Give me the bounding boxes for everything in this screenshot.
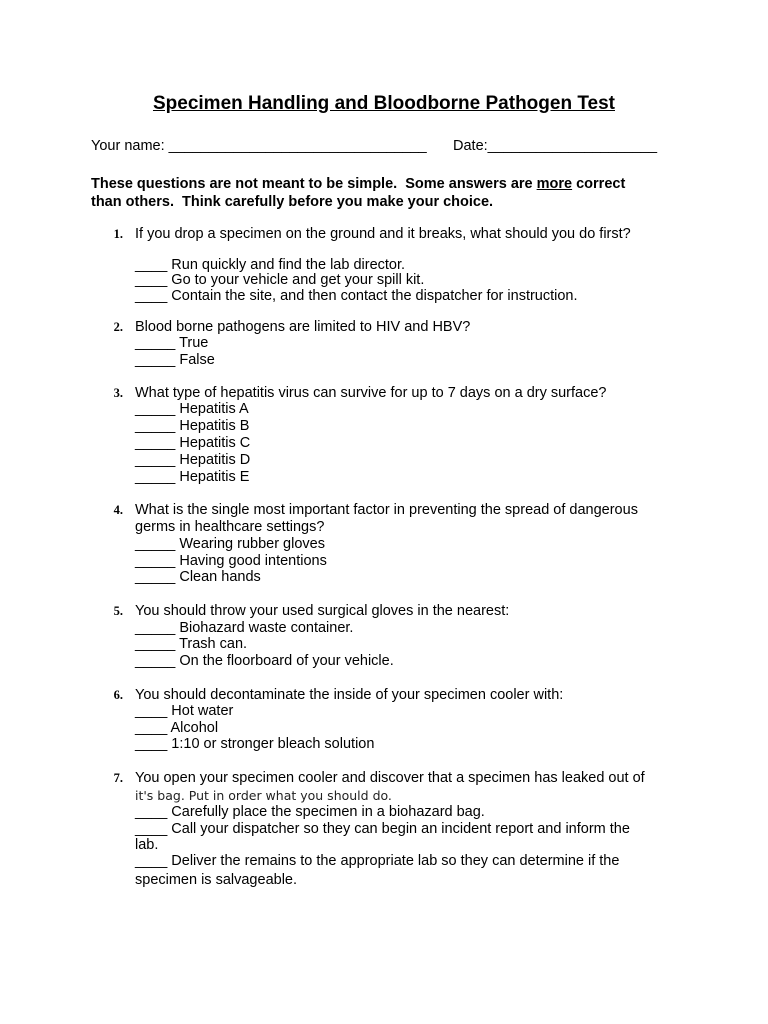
question-text: What type of hepatitis virus can survive for up to 7 days on a dry surface? bbox=[135, 385, 607, 401]
question-text: What is the single most important factor in preventing the spread of dangerous bbox=[135, 502, 638, 518]
answer-option: ____ 1:10 or stronger bleach solution bbox=[135, 736, 375, 752]
answer-option: ____ Hot water bbox=[135, 703, 234, 719]
answer-option: _____ Wearing rubber gloves bbox=[135, 536, 325, 552]
name-field-label: Your name: ________________________________ bbox=[91, 138, 427, 154]
question-number: 2. bbox=[113, 320, 123, 334]
page-title: Specimen Handling and Bloodborne Pathogen Test bbox=[152, 93, 615, 114]
question-text: You should decontaminate the inside of your specimen cooler with: bbox=[135, 687, 564, 703]
question-number: 3. bbox=[113, 386, 123, 400]
question-number: 4. bbox=[113, 503, 123, 517]
answer-option: _____ Hepatitis D bbox=[135, 452, 251, 468]
question-text: Blood borne pathogens are limited to HIV and HBV? bbox=[135, 319, 471, 335]
answer-option: _____ Hepatitis A bbox=[135, 401, 249, 417]
answer-option: _____ Hepatitis B bbox=[135, 418, 250, 434]
answer-option: ____ Deliver the remains to the appropriate lab so they can determine if the bbox=[135, 853, 620, 869]
answer-option: _____ False bbox=[135, 352, 215, 368]
answer-option: _____ Hepatitis E bbox=[135, 469, 250, 485]
question-text: If you drop a specimen on the ground and it breaks, what should you do first? bbox=[135, 226, 631, 242]
answer-option: _____ On the floorboard of your vehicle. bbox=[135, 653, 394, 669]
answer-option: _____ Trash can. bbox=[135, 636, 248, 652]
question-text: You open your specimen cooler and discover that a specimen has leaked out of bbox=[135, 770, 645, 786]
answer-option: ____ Contain the site, and then contact the dispatcher for instruction. bbox=[135, 288, 578, 304]
question-text-continued: it's bag. Put in order what you should do. bbox=[135, 788, 392, 803]
question-text-continued: germs in healthcare settings? bbox=[135, 519, 325, 535]
answer-option: _____ Clean hands bbox=[135, 569, 261, 585]
date-field-label: Date:_____________________ bbox=[453, 138, 658, 154]
answer-option: ____ Carefully place the specimen in a biohazard bag. bbox=[135, 804, 485, 820]
answer-option: _____ True bbox=[135, 335, 209, 351]
answer-option-continued: specimen is salvageable. bbox=[135, 872, 298, 888]
answer-option: _____ Having good intentions bbox=[135, 553, 327, 569]
answer-option: ____ Call your dispatcher so they can begin an incident report and inform the bbox=[135, 821, 630, 837]
answer-option: _____ Biohazard waste container. bbox=[135, 620, 354, 636]
instructions-line-2: than others. Think carefully before you make your choice. bbox=[91, 194, 494, 210]
question-text: You should throw your used surgical gloves in the nearest: bbox=[135, 603, 510, 619]
question-number: 6. bbox=[113, 688, 123, 702]
answer-option: ____ Go to your vehicle and get your spill kit. bbox=[135, 272, 425, 288]
answer-option: ____ Alcohol bbox=[135, 720, 219, 736]
answer-option: _____ Hepatitis C bbox=[135, 435, 251, 451]
question-number: 5. bbox=[113, 604, 123, 618]
instructions-line-1: These questions are not meant to be simple. Some answers are more correct bbox=[91, 176, 626, 192]
answer-option-continued: lab. bbox=[135, 837, 159, 853]
answer-option: ____ Run quickly and find the lab director. bbox=[135, 257, 406, 273]
question-number: 1. bbox=[113, 227, 123, 241]
question-number: 7. bbox=[113, 771, 123, 785]
